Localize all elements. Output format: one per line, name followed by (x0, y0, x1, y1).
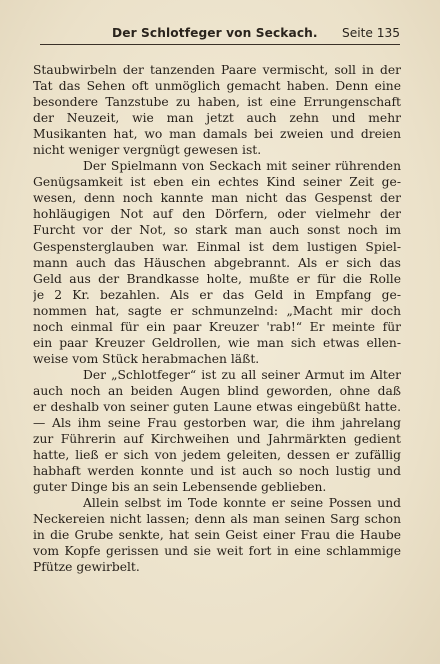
text-line: Musikanten hat, wo man damals bei zweien und dreien (33, 127, 401, 142)
page-number: Seite 135 (341, 26, 400, 40)
text-line: der Neuzeit, wie man jetzt auch zehn und mehr (33, 111, 401, 126)
text-line: Tat das Sehen oft unmöglich gemacht haben. Denn eine (33, 79, 401, 94)
text-line: Staubwirbeln der tanzenden Paare vermischt, soll in der (33, 63, 401, 77)
text-line: Furcht vor der Not, so stark man auch sonst noch im (33, 223, 401, 238)
text-line: noch einmal für ein paar Kreuzer 'rab!“ Er meinte für (33, 319, 401, 334)
text-line: Genügsamkeit ist eben ein echtes Kind seiner Zeit ge- (33, 175, 401, 190)
text-line: je 2 Kr. bezahlen. Als er das Geld in Empfang ge- (33, 287, 401, 302)
text-line: Geld aus der Brandkasse holte, mußte er für die Rolle (33, 271, 401, 286)
text-line: habhaft werden konnte und ist auch so noch lustig und (33, 464, 401, 479)
text-line: vom Kopfe gerissen und sie weit fort in eine schlammige (33, 544, 401, 559)
text-line: hatte, ließ er sich von jedem geleiten, dessen er zufällig (33, 448, 401, 463)
running-header (40, 22, 400, 45)
text-line: zur Führerin auf Kirchweihen und Jahrmärkten gedient (33, 432, 401, 447)
text-line: Neckereien nicht lassen; denn als man seinen Sarg schon (33, 512, 401, 527)
text-line: auch noch an beiden Augen blind geworden, ohne daß (33, 383, 401, 398)
text-line: in die Grube senkte, hat sein Geist einer Frau die Haube (33, 528, 401, 543)
text-line: ein paar Kreuzer Geldrollen, wie man sich etwas ellen- (33, 335, 401, 350)
text-line: Gespensterglauben war. Einmal ist dem lustigen Spiel- (33, 239, 401, 254)
body-text (33, 62, 401, 576)
text-line: nicht weniger vergnügt gewesen ist. (33, 143, 262, 158)
running-title: Der Schlotfeger von Seckach. (112, 26, 318, 40)
text-line: Der Spielmann von Seckach mit seiner rührenden (83, 159, 401, 174)
text-line: besondere Tanzstube zu haben, ist eine Errungenschaft (33, 95, 401, 110)
text-line: wesen, denn noch kannte man nicht das Gespenst der (33, 191, 401, 206)
text-line: mann auch das Häuschen abgebrannt. Als er sich das (33, 255, 401, 270)
text-line: guter Dinge bis an sein Lebensende geblieben. (33, 480, 327, 495)
text-line: Der „Schlotfeger“ ist zu all seiner Armut im Alter (83, 367, 401, 382)
text-line: nommen hat, sagte er schmunzelnd: „Macht mir doch (33, 303, 401, 318)
text-line: er deshalb von seiner guten Laune etwas eingebüßt hatte. (33, 399, 401, 414)
text-line: Pfütze gewirbelt. (33, 560, 140, 575)
text-line: Allein selbst im Tode konnte er seine Possen und (83, 496, 401, 511)
text-line: weise vom Stück herabmachen läßt. (33, 351, 260, 366)
text-line: hohläugigen Not auf den Dörfern, oder vielmehr der (33, 207, 401, 222)
text-line: — Als ihm seine Frau gestorben war, die ihm jahrelang (33, 416, 401, 431)
